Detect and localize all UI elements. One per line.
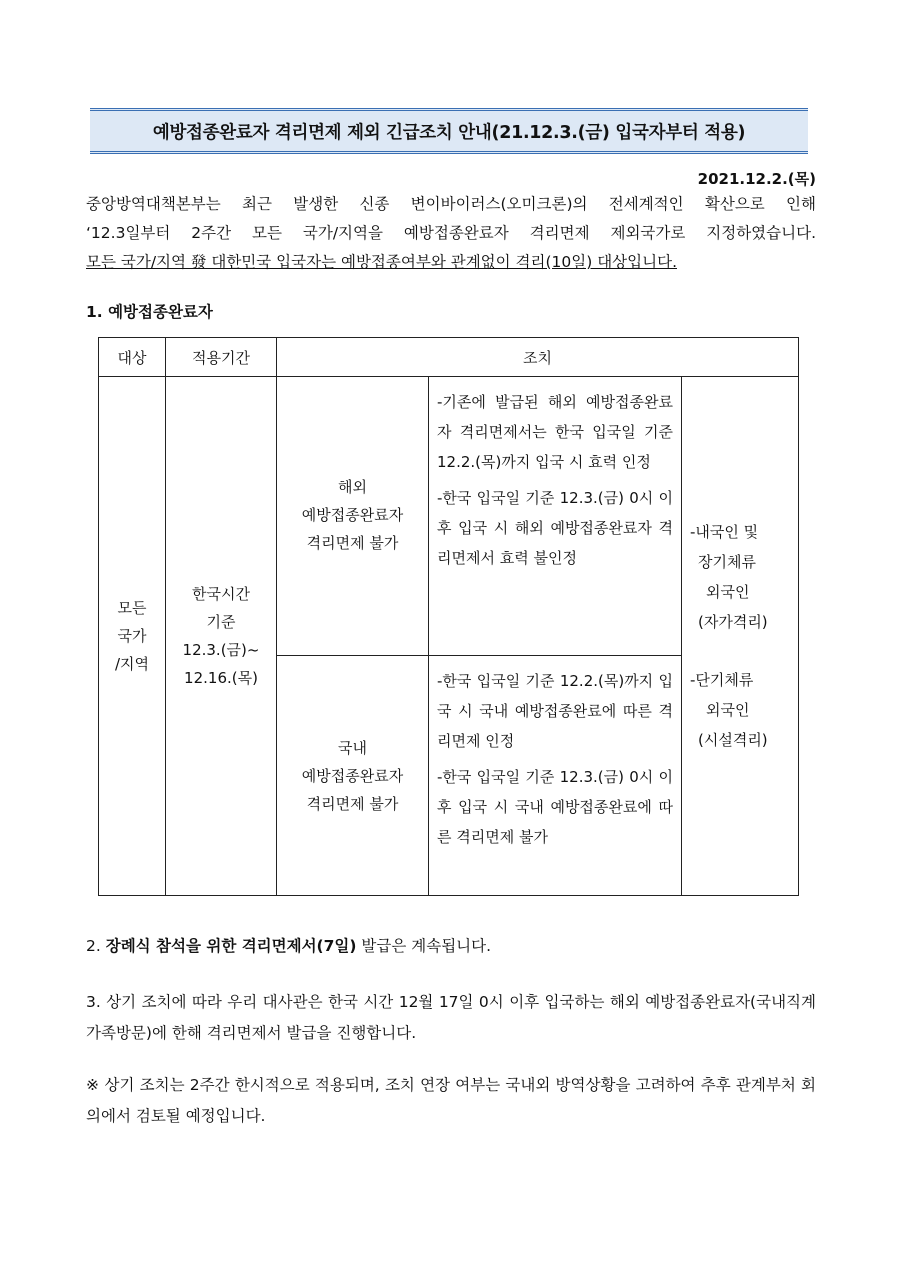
section-2-bold: 장례식 참석을 위한 격리면제서(7일) [105,937,357,955]
intro-line-2: ‘12.3일부터 2주간 모든 국가/지역을 예방접종완료자 격리면제 제외국가로 지정하였습니다. [86,224,816,242]
domestic-label-cell: 국내 예방접종완료자 격리면제 불가 [277,656,429,896]
table-row [99,377,799,656]
section-2: 2. 장례식 참석을 위한 격리면제서(7일) 발급은 계속됩니다. [86,937,492,955]
intro-paragraph [86,190,816,277]
section-3: 3. 상기 조치에 따라 우리 대사관은 한국 시간 12월 17일 0시 이후 입국하는 해외 예방접종완료자(국내직계가족방문)에 한해 격리면제서 발급을 진행합니다. [86,993,816,1042]
page-title: 예방접종완료자 격리면제 제외 긴급조치 안내(21.12.3.(금) 입국자부터 적용) [152,122,746,143]
scope-cell: -내국인 및 장기체류 외국인 (자가격리) -단기체류 외국인 (시설격리) [682,377,799,896]
domestic-detail-1: -한국 입국일 기준 12.2.(목)까지 입국 시 국내 예방접종완료에 따른 격리면제 인정 [437,672,673,750]
overseas-detail-cell [429,377,682,656]
note-paragraph: ※ 상기 조치는 2주간 한시적으로 적용되며, 조치 연장 여부는 국내외 방역상황을 고려하여 추후 관계부처 회의에서 검토될 예정입니다. [86,1076,816,1125]
period-cell: 한국시간 기준 12.3.(금)~ 12.16.(목) [166,377,277,896]
overseas-detail-1: -기존에 발급된 해외 예방접종완료자 격리면제서는 한국 입국일 기준 12.2.(목)까지 입국 시 효력 인정 [437,393,673,471]
overseas-label-cell: 해외 예방접종완료자 격리면제 불가 [277,377,429,656]
table-header-row [99,338,799,377]
target-cell: 모든 국가 /지역 [99,377,166,896]
domestic-detail-2: -한국 입국일 기준 12.3.(금) 0시 이후 입국 시 국내 예방접종완료에 따른 격리면제 불가 [437,768,673,846]
document-date: 2021.12.2.(목) [697,170,816,188]
header-period: 적용기간 [166,338,277,377]
domestic-detail-cell [429,656,682,896]
intro-line-3: 모든 국가/지역 發 대한민국 입국자는 예방접종여부와 관계없이 격리(10일) 대상입니다. [86,253,677,271]
header-target: 대상 [99,338,166,377]
overseas-detail-2: -한국 입국일 기준 12.3.(금) 0시 이후 입국 시 해외 예방접종완료자 격리면제서 효력 불인정 [437,489,673,567]
header-measure: 조치 [277,338,799,377]
title-banner [90,108,808,154]
section-1-title: 1. 예방접종완료자 [86,303,213,321]
measures-table [98,337,799,896]
intro-line-1: 중앙방역대책본부는 최근 발생한 신종 변이바이러스(오미크론)의 전세계적인 확산으로 인해 [86,195,816,213]
